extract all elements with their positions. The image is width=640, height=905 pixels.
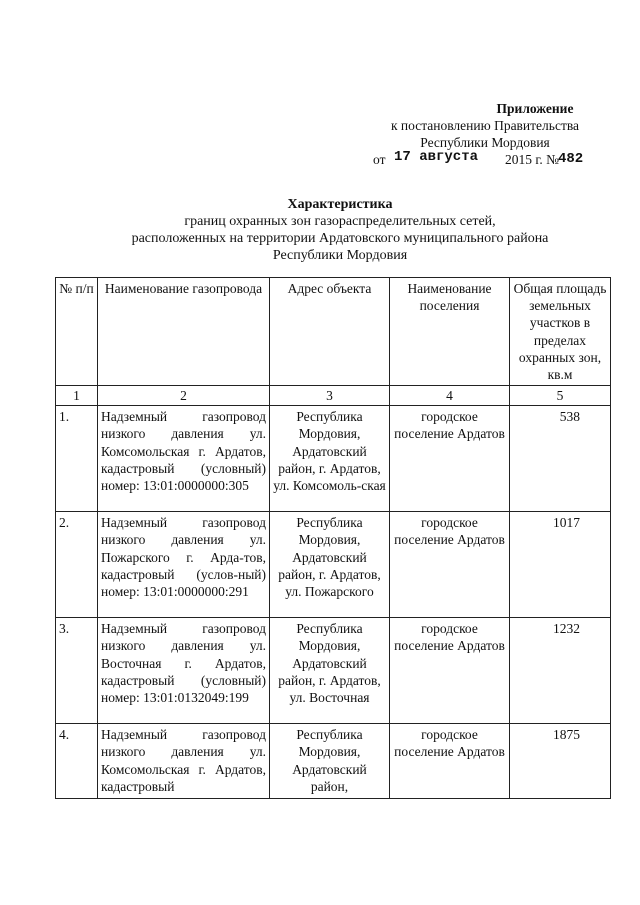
- object-address: Республика Мордовия, Ардатовский район,: [270, 724, 390, 799]
- column-number: 2: [98, 386, 270, 406]
- heading-line-3: Республики Мордовия: [272, 248, 408, 263]
- pipeline-name: Надземный газопровод низкого давления ул. Комсомольская г. Ардатов, кадастровый (условный) номер: 13:01:0000000:305: [98, 406, 270, 512]
- table-row: [56, 406, 611, 512]
- settlement-name: городское поселение Ардатов: [390, 724, 510, 799]
- column-number: 5: [510, 386, 611, 406]
- header-cell-index: № п/п: [56, 278, 98, 386]
- row-index: 3.: [56, 618, 98, 724]
- object-address: Республика Мордовия, Ардатовский район, г. Ардатов, ул. Пожарского: [270, 512, 390, 618]
- pipeline-name: Надземный газопровод низкого давления ул. Восточная г. Ардатов, кадастровый (условный) номер: 13:01:0132049:199: [98, 618, 270, 724]
- table-row: [56, 618, 611, 724]
- header-row: [56, 278, 611, 386]
- table-row: [56, 724, 611, 799]
- column-number: 3: [270, 386, 390, 406]
- header-cell-address: Адрес объекта: [270, 278, 390, 386]
- document-number: 482: [558, 151, 584, 167]
- date-day: 17 августа: [394, 149, 479, 165]
- area-value: 1017: [510, 512, 611, 618]
- document-heading: [60, 196, 620, 264]
- settlement-name: городское поселение Ардатов: [390, 618, 510, 724]
- column-number: 4: [390, 386, 510, 406]
- heading-line-2: расположенных на территории Ардатовского муниципального района: [131, 231, 549, 246]
- characteristics-table: [55, 277, 611, 799]
- row-index: 4.: [56, 724, 98, 799]
- settlement-name: городское поселение Ардатов: [390, 406, 510, 512]
- row-index: 2.: [56, 512, 98, 618]
- appendix-title: Приложение: [496, 101, 574, 116]
- object-address: Республика Мордовия, Ардатовский район, г. Ардатов, ул. Комсомоль-ская: [270, 406, 390, 512]
- appendix-date-line: [340, 151, 630, 169]
- pipeline-name: Надземный газопровод низкого давления ул. Комсомольская г. Ардатов, кадастровый: [98, 724, 270, 799]
- object-address: Республика Мордовия, Ардатовский район, г. Ардатов, ул. Восточная: [270, 618, 390, 724]
- area-value: 1875: [510, 724, 611, 799]
- heading-line-1: границ охранных зон газораспределительных сетей,: [184, 214, 496, 229]
- column-number-row: [56, 386, 611, 406]
- area-value: 1232: [510, 618, 611, 724]
- header-cell-settlement: Наименование поселения: [390, 278, 510, 386]
- date-year: 2015 г. №: [505, 152, 560, 167]
- pipeline-name: Надземный газопровод низкого давления ул. Пожарского г. Арда-тов, кадастровый (услов-ный) номер: 13:01:0000000:291: [98, 512, 270, 618]
- area-value: 538: [510, 406, 611, 512]
- table-row: [56, 512, 611, 618]
- column-number: 1: [56, 386, 98, 406]
- header-cell-area: Общая площадь земельных участков в пределах охранных зон, кв.м: [510, 278, 611, 386]
- appendix-line-2: Республики Мордовия: [420, 135, 550, 150]
- header-cell-pipeline-name: Наименование газопровода: [98, 278, 270, 386]
- row-index: 1.: [56, 406, 98, 512]
- date-prefix: от: [373, 152, 386, 167]
- appendix-block: [340, 100, 630, 169]
- heading-title: Характеристика: [287, 197, 393, 212]
- settlement-name: городское поселение Ардатов: [390, 512, 510, 618]
- appendix-line-1: к постановлению Правительства: [390, 118, 580, 133]
